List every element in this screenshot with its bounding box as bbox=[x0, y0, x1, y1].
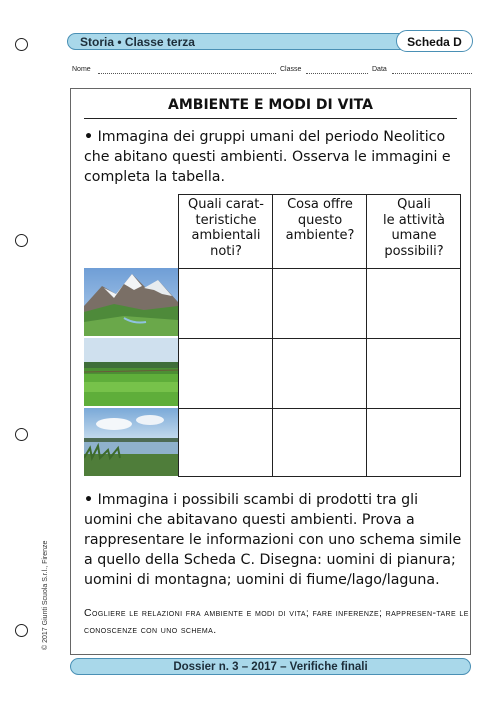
copyright-notice: © 2017 Giunti Scuola S.r.l., Firenze bbox=[42, 540, 49, 650]
sheet-label: Scheda D bbox=[407, 35, 462, 49]
name-field[interactable] bbox=[98, 73, 276, 74]
binder-hole-3 bbox=[15, 428, 28, 441]
learning-objectives: Cogliere le relazioni fra ambiente e modi di vita; fare inferenze; rappresen-tare le conoscenze con uno schema. bbox=[84, 607, 469, 636]
cell-lake-activities[interactable] bbox=[367, 409, 460, 476]
header-characteristics: Quali carat- teristiche ambientali noti? bbox=[187, 197, 264, 259]
mountain-photo bbox=[84, 268, 178, 336]
instruction-2 bbox=[84, 490, 469, 590]
cell-mountain-characteristics[interactable] bbox=[179, 269, 272, 338]
binder-hole-2 bbox=[15, 234, 28, 247]
cell-plain-activities[interactable] bbox=[367, 339, 460, 408]
bullet-2: • bbox=[84, 492, 94, 508]
header-activities: Quali le attività umane possibili? bbox=[383, 197, 445, 259]
header-offer: Cosa offre questo ambiente? bbox=[285, 197, 355, 243]
class-field[interactable] bbox=[306, 73, 368, 74]
cell-plain-characteristics[interactable] bbox=[179, 339, 272, 408]
cell-plain-offer[interactable] bbox=[273, 339, 366, 408]
cell-mountain-offer[interactable] bbox=[273, 269, 366, 338]
binder-hole-4 bbox=[15, 624, 28, 637]
footer-bar bbox=[70, 658, 471, 675]
cell-mountain-activities[interactable] bbox=[367, 269, 460, 338]
plain-photo bbox=[84, 338, 178, 406]
binder-hole-1 bbox=[15, 38, 28, 51]
date-field[interactable] bbox=[392, 73, 472, 74]
instruction-2-text: Immagina i possibili scambi di prodotti tra gli uomini che abitavano questi ambienti. Prova a rappresentare le informazioni con uno schema simile a quello della Scheda C. Disegna: uomini di pianura; uomini di montagna; uomini di fiume/lago/laguna. bbox=[84, 492, 462, 588]
observation-table bbox=[84, 194, 461, 476]
title-divider bbox=[84, 118, 457, 119]
instruction-1 bbox=[84, 127, 469, 187]
bullet-1: • bbox=[84, 129, 94, 145]
footer-label: Dossier n. 3 – 2017 – Verifiche finali bbox=[173, 661, 368, 673]
cell-lake-characteristics[interactable] bbox=[179, 409, 272, 476]
class-label: Classe bbox=[280, 66, 302, 73]
cell-lake-offer[interactable] bbox=[273, 409, 366, 476]
instruction-1-text: Immagina dei gruppi umani del periodo Neolitico che abitano questi ambienti. Osserva le immagini e completa la tabella. bbox=[84, 129, 451, 185]
date-label: Data bbox=[372, 66, 387, 73]
sheet-badge bbox=[396, 30, 473, 52]
name-label: Nome bbox=[72, 66, 91, 73]
student-info-line bbox=[72, 66, 472, 78]
lake-photo bbox=[84, 408, 178, 476]
page-title: AMBIENTE E MODI DI VITA bbox=[168, 97, 373, 113]
subject-label: Storia • Classe terza bbox=[80, 35, 195, 49]
